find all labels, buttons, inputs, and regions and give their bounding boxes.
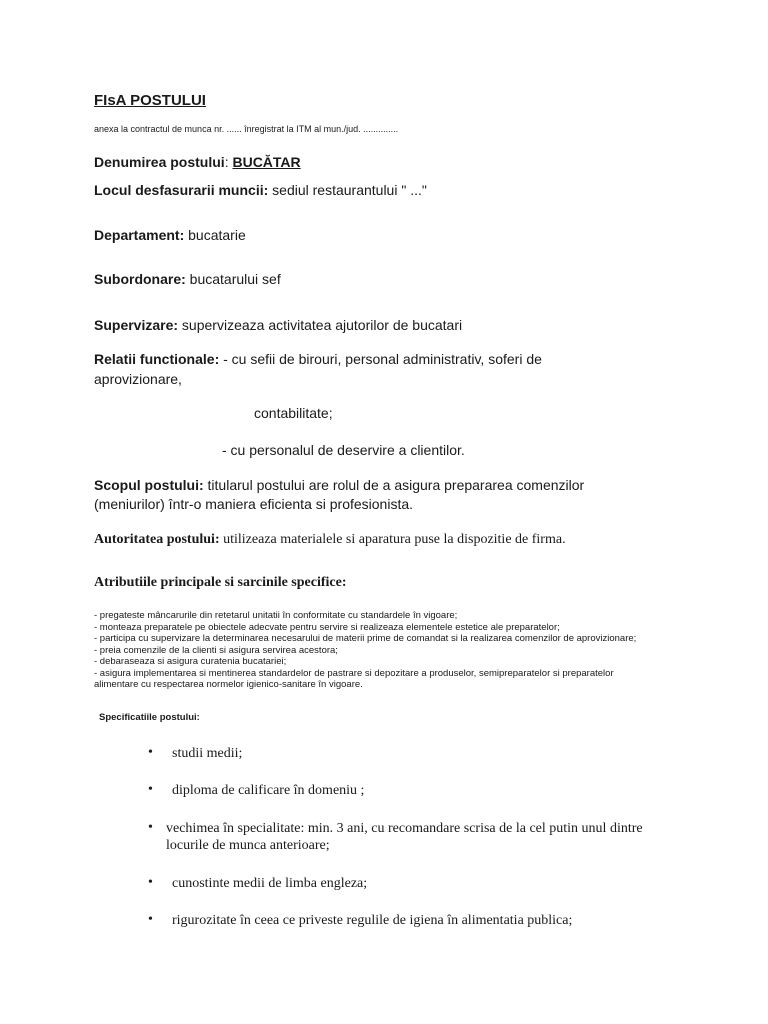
duty-item: - asigura implementarea si mentinerea standardelor de pastrare si depozitare a produselor, semipreparatelor si preparatelor alimentare cu respectarea normelor igienico-sanitare în vigoare. (94, 667, 614, 690)
supervision-row (94, 317, 462, 333)
relations-label: Relatii functionale: (94, 351, 220, 367)
spec-item (148, 782, 668, 799)
duty-item: - debaraseaza si asigura curatenia bucatariei; (94, 656, 287, 667)
relations-line-1: - cu sefii de birouri, personal administrativ, soferi de (219, 351, 542, 367)
spec-text: diploma de calificare în domeniu ; (172, 783, 365, 798)
document-title: FIsA POSTULUI (94, 92, 206, 109)
bullet-icon: • (148, 782, 153, 797)
duties-list (94, 610, 654, 691)
relations-line-3: contabilitate; (254, 405, 333, 421)
specifications-heading: Specificatiile postului: (99, 712, 200, 723)
job-title-sep: : (224, 154, 233, 170)
relations-row (94, 351, 542, 367)
annex-note: anexa la contractul de munca nr. ...... înregistrat la ITM al mun./jud. .............. (94, 124, 399, 134)
department-row (94, 227, 246, 243)
bullet-icon: • (148, 745, 153, 760)
subordination-value: bucatarului sef (185, 271, 281, 287)
authority-row (94, 532, 566, 548)
authority-value: utilizeaza materialele si aparatura puse la dispozitie de firma. (219, 532, 566, 547)
spec-item (148, 820, 668, 854)
purpose-label: Scopul postului: (94, 477, 204, 493)
subordination-label: Subordonare: (94, 271, 186, 287)
spec-text: rigurozitate în ceea ce priveste regulile de igiena în alimentatia publica; (172, 913, 573, 928)
purpose-line-2: (meniurilor) într-o maniera eficienta si profesionista. (94, 496, 414, 512)
workplace-row (94, 182, 427, 198)
relations-line-4: - cu personalul de deservire a clientilor. (222, 442, 465, 458)
bullet-icon: • (148, 820, 153, 835)
bullet-icon: • (148, 912, 153, 927)
job-title-label: Denumirea postului (94, 154, 225, 170)
duties-heading: Atributiile principale si sarcinile specifice: (94, 575, 347, 590)
subordination-row (94, 271, 281, 287)
supervision-value: supervizeaza activitatea ajutorilor de bucatari (178, 317, 463, 333)
spec-item (148, 875, 668, 892)
purpose-line-1: titularul postului are rolul de a asigura prepararea comenzilor (203, 477, 585, 493)
authority-label: Autoritatea postului: (94, 532, 220, 547)
duty-item: - participa cu supervizare la determinarea necesarului de materii prime de comandat si la realizarea comenzilor de aprovizionare; (94, 633, 637, 644)
relations-line-2: aprovizionare, (94, 371, 182, 387)
duty-item: - monteaza preparatele pe obiectele adecvate pentru servire si realizeaza elementele estetice ale preparatelor; (94, 621, 560, 633)
workplace-value: sediul restaurantului " ..." (268, 182, 427, 198)
duty-item: - pregateste mâncarurile din retetarul unitatii în conformitate cu standardele în vigoare; (94, 610, 458, 621)
supervision-label: Supervizare: (94, 317, 179, 333)
purpose-row (94, 477, 584, 493)
spec-text: cunostinte medii de limba engleza; (172, 876, 368, 891)
spec-text: vechimea în specialitate: min. 3 ani, cu recomandare scrisa de la cel putin unul dintre locurile de munca anterioare; (166, 821, 643, 853)
department-value: bucatarie (184, 227, 246, 243)
spec-item (148, 912, 668, 929)
bullet-icon: • (148, 875, 153, 890)
spec-item (148, 745, 668, 762)
job-title-row (94, 154, 301, 170)
workplace-label: Locul desfasurarii muncii: (94, 182, 269, 198)
spec-text: studii medii; (172, 746, 243, 761)
job-title-value: BUCĂTAR (232, 154, 301, 170)
department-label: Departament: (94, 227, 185, 243)
duty-item: - preia comenzile de la clienti si asigura servirea acestora; (94, 644, 338, 656)
